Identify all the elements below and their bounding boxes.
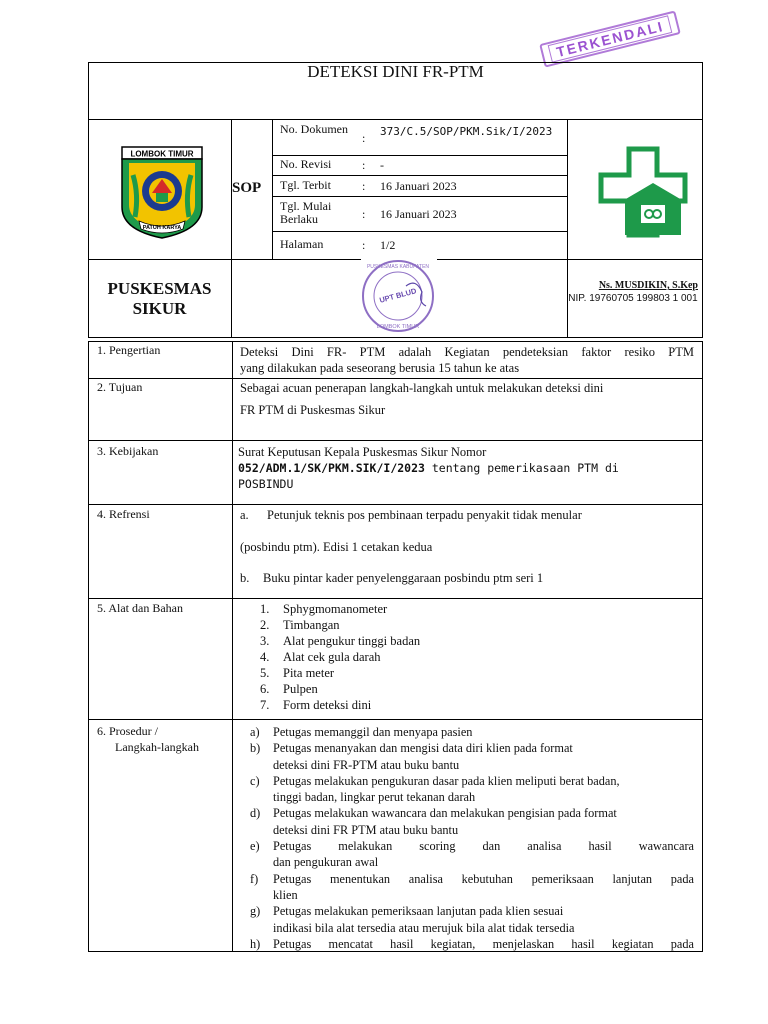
puskesmas-name: PUSKESMAS SIKUR bbox=[107, 279, 212, 318]
svg-text:LOMBOK TIMUR: LOMBOK TIMUR bbox=[130, 149, 194, 159]
list-item: c) Petugas melakukan pengukuran dasar pada klien meliputi berat badan, tinggi badan, lingkar perut tekanan darah bbox=[250, 773, 620, 805]
puskesmas-logo bbox=[597, 143, 692, 248]
document-title: DETEKSI DINI FR-PTM bbox=[307, 62, 484, 81]
list-item: h) Petugas mencatat hasil kegiatan, menjelaskan hasil kegiatan pada bbox=[250, 936, 694, 951]
sop-label: SOP bbox=[232, 180, 262, 196]
refrensi-a-line1: Petunjuk teknis pos pembinaan terpadu penyakit tidak menular bbox=[267, 508, 582, 522]
meta-value-no-dokumen: 373/C.5/SOP/PKM.Sik/I/2023 bbox=[380, 125, 553, 138]
svg-text:PATUH KARYA: PATUH KARYA bbox=[142, 225, 182, 231]
official-round-stamp bbox=[356, 256, 441, 341]
alat-list bbox=[260, 601, 420, 713]
list-item: 1. Sphygmomanometer bbox=[260, 602, 388, 616]
signature-nip: NIP. 19760705 199803 1 001 bbox=[568, 293, 698, 304]
list-item: 5. Pita meter bbox=[260, 666, 335, 680]
meta-colon: : bbox=[362, 179, 366, 193]
meta-label-tgl-terbit: Tgl. Terbit bbox=[280, 178, 331, 192]
section-label-alat: 5. Alat dan Bahan bbox=[97, 601, 183, 615]
meta-colon: : bbox=[362, 131, 366, 145]
refrensi-a-line2: (posbindu ptm). Edisi 1 cetakan kedua bbox=[240, 540, 433, 554]
prosedur-list bbox=[250, 724, 694, 952]
list-item: a) Petugas memanggil dan menyapa pasien bbox=[250, 725, 473, 739]
list-item: d) Petugas melakukan wawancara dan melakukan pengisian pada format deteksi dini FR PTM atau buku bantu bbox=[250, 806, 617, 837]
list-item: f) Petugas menentukan analisa kebutuhan pemeriksaan lanjutan pada klien bbox=[250, 871, 694, 902]
refrensi-b-marker: b. bbox=[240, 571, 250, 585]
list-item: 3. Alat pengukur tinggi badan bbox=[260, 634, 421, 648]
list-item: 6. Pulpen bbox=[260, 682, 318, 696]
lombok-timur-logo bbox=[117, 145, 205, 245]
meta-value-halaman: 1/2 bbox=[380, 238, 396, 252]
round-stamp-icon bbox=[356, 256, 441, 336]
svg-text:UPT BLUD: UPT BLUD bbox=[378, 286, 418, 305]
tujuan-text: Sebagai acuan penerapan langkah-langkah untuk melakukan deteksi dini FR PTM di Puskesmas Sikur bbox=[240, 381, 604, 417]
meta-colon: : bbox=[362, 158, 366, 172]
meta-value-tgl-mulai: 16 Januari 2023 bbox=[380, 207, 457, 221]
puskesmas-cross-icon bbox=[597, 143, 692, 243]
meta-label-halaman: Halaman bbox=[280, 237, 324, 251]
section-label-tujuan: 2. Tujuan bbox=[97, 380, 143, 394]
kebijakan-sk-number: 052/ADM.1/SK/PKM.SIK/I/2023 bbox=[238, 461, 425, 475]
section-label-refrensi: 4. Refrensi bbox=[97, 507, 150, 521]
pengertian-text: Deteksi Dini FR- PTM adalah Kegiatan pendeteksian faktor resiko PTM yang dilakukan pada seseorang berusia 15 tahun ke atas bbox=[240, 345, 694, 375]
meta-label-tgl-mulai: Tgl. Mulai Berlaku bbox=[280, 199, 332, 226]
meta-label-no-dokumen: No. Dokumen bbox=[280, 122, 348, 136]
list-item: 2. Timbangan bbox=[260, 618, 340, 632]
svg-text:PUSKESMAS KABUPATEN: PUSKESMAS KABUPATEN bbox=[366, 264, 430, 270]
list-item: 4. Alat cek gula darah bbox=[260, 650, 381, 664]
lombok-timur-emblem-icon bbox=[117, 145, 205, 240]
list-item: g) Petugas melakukan pemeriksaan lanjutan pada klien sesuai indikasi bila alat tersedia atau merujuk bila alat tidak tersedia bbox=[250, 904, 575, 935]
refrensi-a-marker: a. bbox=[240, 508, 249, 522]
list-item: e) Petugas melakukan scoring dan analisa hasil wawancara dan pengukuran awal bbox=[250, 839, 694, 870]
kebijakan-text: Surat Keputusan Kepala Puskesmas Sikur Nomor 052/ADM.1/SK/PKM.SIK/I/2023 tentang pemerikasaan PTM di POSBINDU bbox=[238, 445, 619, 491]
list-item: 7. Form deteksi dini bbox=[260, 698, 372, 712]
terkendali-stamp: TERKENDALI bbox=[539, 10, 681, 67]
meta-colon: : bbox=[362, 238, 366, 252]
section-label-prosedur: 6. Prosedur / Langkah-langkah bbox=[97, 724, 199, 754]
signature-name: Ns. MUSDIKIN, S.Kep bbox=[598, 280, 698, 291]
section-label-pengertian: 1. Pengertian bbox=[97, 343, 161, 357]
meta-value-tgl-terbit: 16 Januari 2023 bbox=[380, 179, 457, 193]
section-label-kebijakan: 3. Kebijakan bbox=[97, 444, 159, 458]
svg-text:LOMBOK TIMUR: LOMBOK TIMUR bbox=[376, 324, 420, 330]
meta-colon: : bbox=[362, 207, 366, 221]
refrensi-b-line: Buku pintar kader penyelenggaraan posbindu ptm seri 1 bbox=[263, 571, 544, 585]
meta-value-no-revisi: - bbox=[380, 158, 384, 172]
list-item: b) Petugas menanyakan dan mengisi data diri klien pada format deteksi dini FR-PTM atau buku bantu bbox=[250, 741, 573, 772]
meta-label-no-revisi: No. Revisi bbox=[280, 157, 332, 171]
